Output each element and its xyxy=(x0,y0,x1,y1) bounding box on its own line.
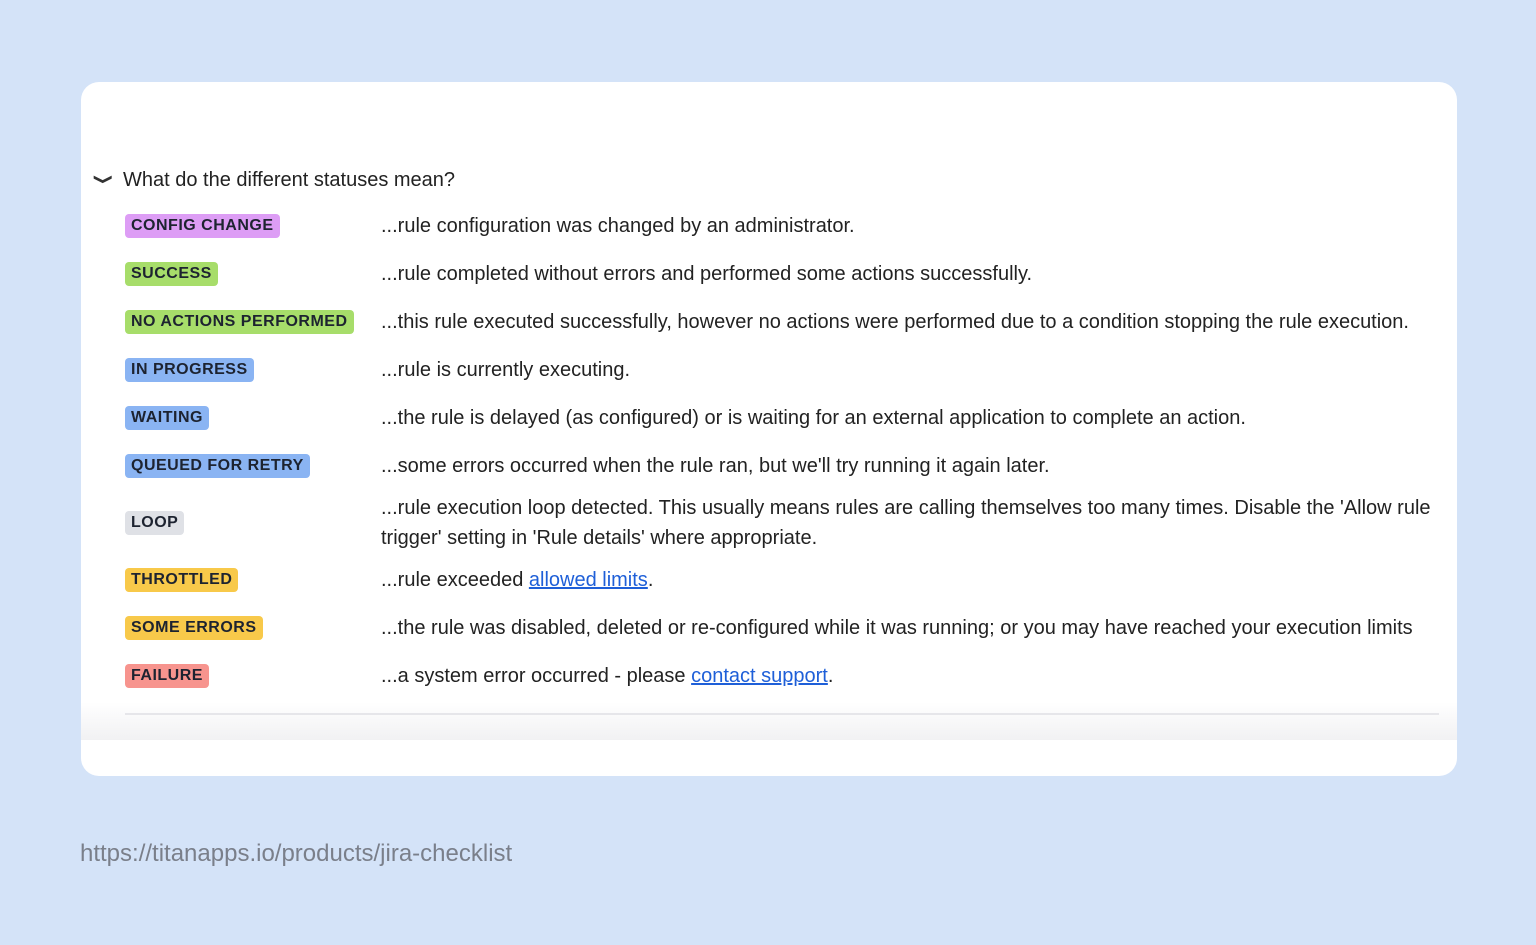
description-text: ...the rule is delayed (as configured) or is waiting for an external application to complete an action. xyxy=(381,407,1246,429)
status-badge: LOOP xyxy=(125,511,184,535)
description-text: ...rule exceeded xyxy=(381,569,529,591)
punctuation: . xyxy=(647,569,654,591)
status-row xyxy=(125,250,1441,298)
help-link[interactable]: allowed limits xyxy=(528,569,648,591)
status-badge: SOME ERRORS xyxy=(125,616,263,640)
status-description xyxy=(381,661,1441,691)
status-row xyxy=(125,394,1441,442)
status-description xyxy=(381,451,1441,481)
divider xyxy=(125,713,1439,715)
status-row xyxy=(125,298,1441,346)
status-row xyxy=(125,556,1441,604)
description-text: ...rule is currently executing. xyxy=(381,359,630,381)
description-text: ...rule execution loop detected. This usually means rules are calling themselves too many times. Disable the 'Allow rule trigger' setting in 'Rule details' where appropriate. xyxy=(381,497,1431,549)
status-description xyxy=(381,355,1441,385)
expander-title: What do the different statuses mean? xyxy=(123,169,456,191)
status-badge: THROTTLED xyxy=(125,568,238,592)
status-row xyxy=(125,202,1441,250)
status-description xyxy=(381,403,1441,433)
status-row xyxy=(125,490,1441,556)
description-text: ...a system error occurred - please xyxy=(381,665,692,687)
status-badge: IN PROGRESS xyxy=(125,358,254,382)
status-row xyxy=(125,652,1441,700)
status-badge: NO ACTIONS PERFORMED xyxy=(125,310,354,334)
status-badge: CONFIG CHANGE xyxy=(125,214,280,238)
statuses-expander[interactable] xyxy=(94,169,456,192)
description-text: ...rule completed without errors and performed some actions successfully. xyxy=(381,263,1033,285)
status-description xyxy=(381,613,1441,643)
status-row xyxy=(125,442,1441,490)
status-badge: FAILURE xyxy=(125,664,209,688)
status-list xyxy=(125,202,1441,700)
help-link[interactable]: contact support xyxy=(691,665,828,687)
status-help-card xyxy=(81,82,1457,776)
status-badge: SUCCESS xyxy=(125,262,218,286)
status-row xyxy=(125,346,1441,394)
source-url: https://titanapps.io/products/jira-checklist xyxy=(80,840,513,867)
status-description xyxy=(381,211,1441,241)
status-description xyxy=(381,565,1441,595)
chevron-down-icon: ❯ xyxy=(94,173,116,186)
description-text: ...the rule was disabled, deleted or re-configured while it was running; or you may have reached your execution limits xyxy=(381,617,1413,639)
status-badge: WAITING xyxy=(125,406,209,430)
status-description xyxy=(381,307,1441,337)
description-text: ...this rule executed successfully, however no actions were performed due to a condition stopping the rule execution. xyxy=(381,311,1409,333)
status-row xyxy=(125,604,1441,652)
bottom-fade xyxy=(81,702,1457,740)
punctuation: . xyxy=(827,665,834,687)
status-description xyxy=(381,259,1441,289)
description-text: ...rule configuration was changed by an administrator. xyxy=(381,215,855,237)
description-text: ...some errors occurred when the rule ran, but we'll try running it again later. xyxy=(381,455,1050,477)
status-description xyxy=(381,493,1441,553)
status-badge: QUEUED FOR RETRY xyxy=(125,454,310,478)
